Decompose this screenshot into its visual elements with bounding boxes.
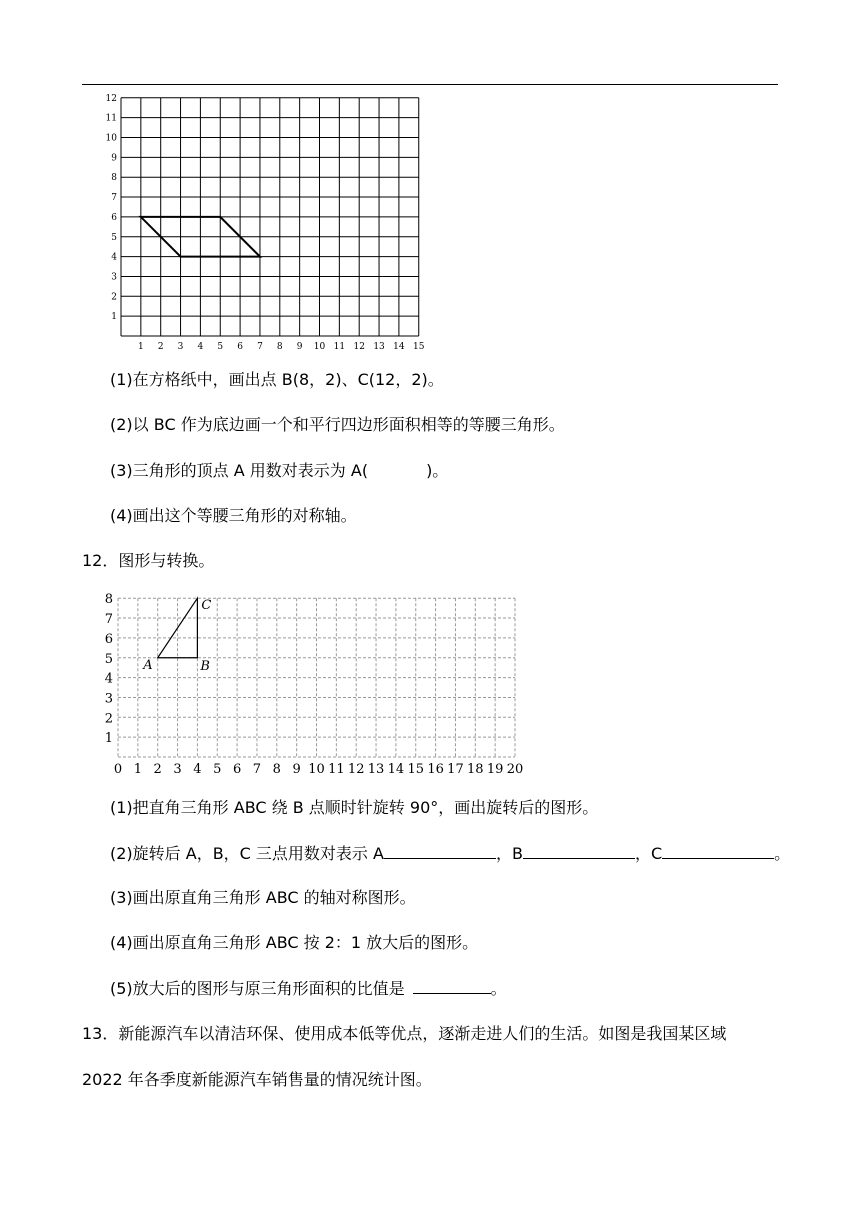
q11-item-4: (4)画出这个等腰三角形的对称轴。 [110,506,357,525]
x-tick-label: 12 [347,762,365,777]
y-tick-label: 5 [104,651,113,667]
y-tick-label: 6 [104,631,113,647]
x-tick-label: 19 [486,762,504,777]
x-tick-label: 17 [447,762,464,777]
y-tick-label: 7 [111,193,117,204]
x-tick-label: 9 [292,762,301,777]
point-label-a: A [143,657,153,673]
q12-item-3: (3)画出原直角三角形 ABC 的轴对称图形。 [110,888,416,907]
q11-item-3-end: )。 [426,461,449,480]
x-tick-label: 10 [308,762,325,777]
x-tick-label: 13 [373,342,385,352]
x-tick-label: 6 [232,762,242,777]
answer-blank-b[interactable] [523,843,635,859]
point-label-c: C [201,598,212,614]
x-tick-label: 14 [387,762,405,777]
q11-item-2: (2)以 BC 作为底边画一个和平行四边形面积相等的等腰三角形。 [110,415,565,434]
y-tick-label: 7 [104,612,113,628]
x-tick-label: 4 [197,342,204,352]
y-tick-label: 8 [111,173,117,184]
y-tick-label: 5 [111,232,117,243]
x-tick-label: 3 [173,762,182,777]
x-tick-label: 12 [353,342,365,352]
q13-line-1: 13．新能源汽车以清洁环保、使用成本低等优点，逐渐走进人们的生活。如图是我国某区域 [82,1024,727,1043]
q12-item-5 [110,978,507,999]
q12-title: 12．图形与转换。 [82,551,215,570]
x-tick-label: 1 [133,762,142,777]
x-tick-label: 11 [328,762,345,777]
q12-item-4: (4)画出原直角三角形 ABC 按 2：1 放大后的图形。 [110,933,479,952]
x-tick-label: 7 [257,342,263,352]
y-tick-label: 9 [111,153,117,164]
q13-line-2: 2022 年各季度新能源汽车销售量的情况统计图。 [82,1070,432,1089]
x-tick-label: 16 [427,762,444,777]
x-tick-label: 9 [296,342,303,352]
q12-item-2 [110,843,790,864]
x-tick-label: 0 [113,762,123,777]
y-tick-label: 12 [105,93,117,104]
y-tick-label: 4 [111,252,117,263]
x-tick-label: 15 [413,342,425,352]
x-tick-label: 4 [193,762,202,777]
y-tick-label: 3 [104,691,113,707]
y-tick-label: 1 [111,312,117,323]
x-tick-label: 6 [237,342,243,352]
q12-item-2-text: (2)旋转后 A，B，C 三点用数对表示 A [110,844,384,863]
y-tick-label: 4 [104,671,113,687]
y-tick-label: 6 [111,212,117,223]
y-tick-label: 2 [111,292,117,303]
x-tick-label: 11 [333,342,346,352]
answer-blank-ratio[interactable] [413,978,491,994]
x-tick-label: 5 [217,342,224,352]
point-label-b: B [200,658,210,674]
y-tick-label: 8 [104,592,113,608]
x-tick-label: 13 [367,762,385,777]
x-tick-label: 10 [313,342,326,352]
y-tick-label: 1 [104,731,113,747]
x-tick-label: 7 [252,762,262,777]
answer-blank-c[interactable] [662,843,774,859]
x-tick-label: 8 [272,762,281,777]
q12-item-5-end: 。 [490,979,507,998]
x-tick-label: 2 [157,342,164,352]
y-tick-label: 10 [105,133,117,144]
x-tick-label: 15 [407,762,425,777]
x-tick-label: 20 [506,762,524,777]
x-tick-label: 14 [393,342,405,352]
x-tick-label: 2 [153,762,162,777]
q12-item-2-b: ，B [495,844,523,863]
x-tick-label: 18 [467,762,484,777]
y-tick-label: 11 [105,113,117,124]
y-tick-label: 2 [104,711,113,727]
q11-item-3-text: (3)三角形的顶点 A 用数对表示为 A( [110,461,369,480]
answer-blank-a[interactable] [384,843,496,859]
x-tick-label: 5 [213,762,222,777]
q12-item-2-end: 。 [774,844,791,863]
y-tick-label: 3 [111,272,117,283]
q11-item-1: (1)在方格纸中，画出点 B(8，2)、C(12，2)。 [110,370,444,389]
q12-item-1: (1)把直角三角形 ABC 绕 B 点顺时针旋转 90°，画出旋转后的图形。 [110,798,599,817]
x-tick-label: 1 [137,342,144,352]
q12-item-5-text: (5)放大后的图形与原三角形面积的比值是 [110,979,405,998]
q12-item-2-c: ，C [634,844,663,863]
x-tick-label: 3 [177,342,184,352]
x-tick-label: 8 [276,342,283,352]
